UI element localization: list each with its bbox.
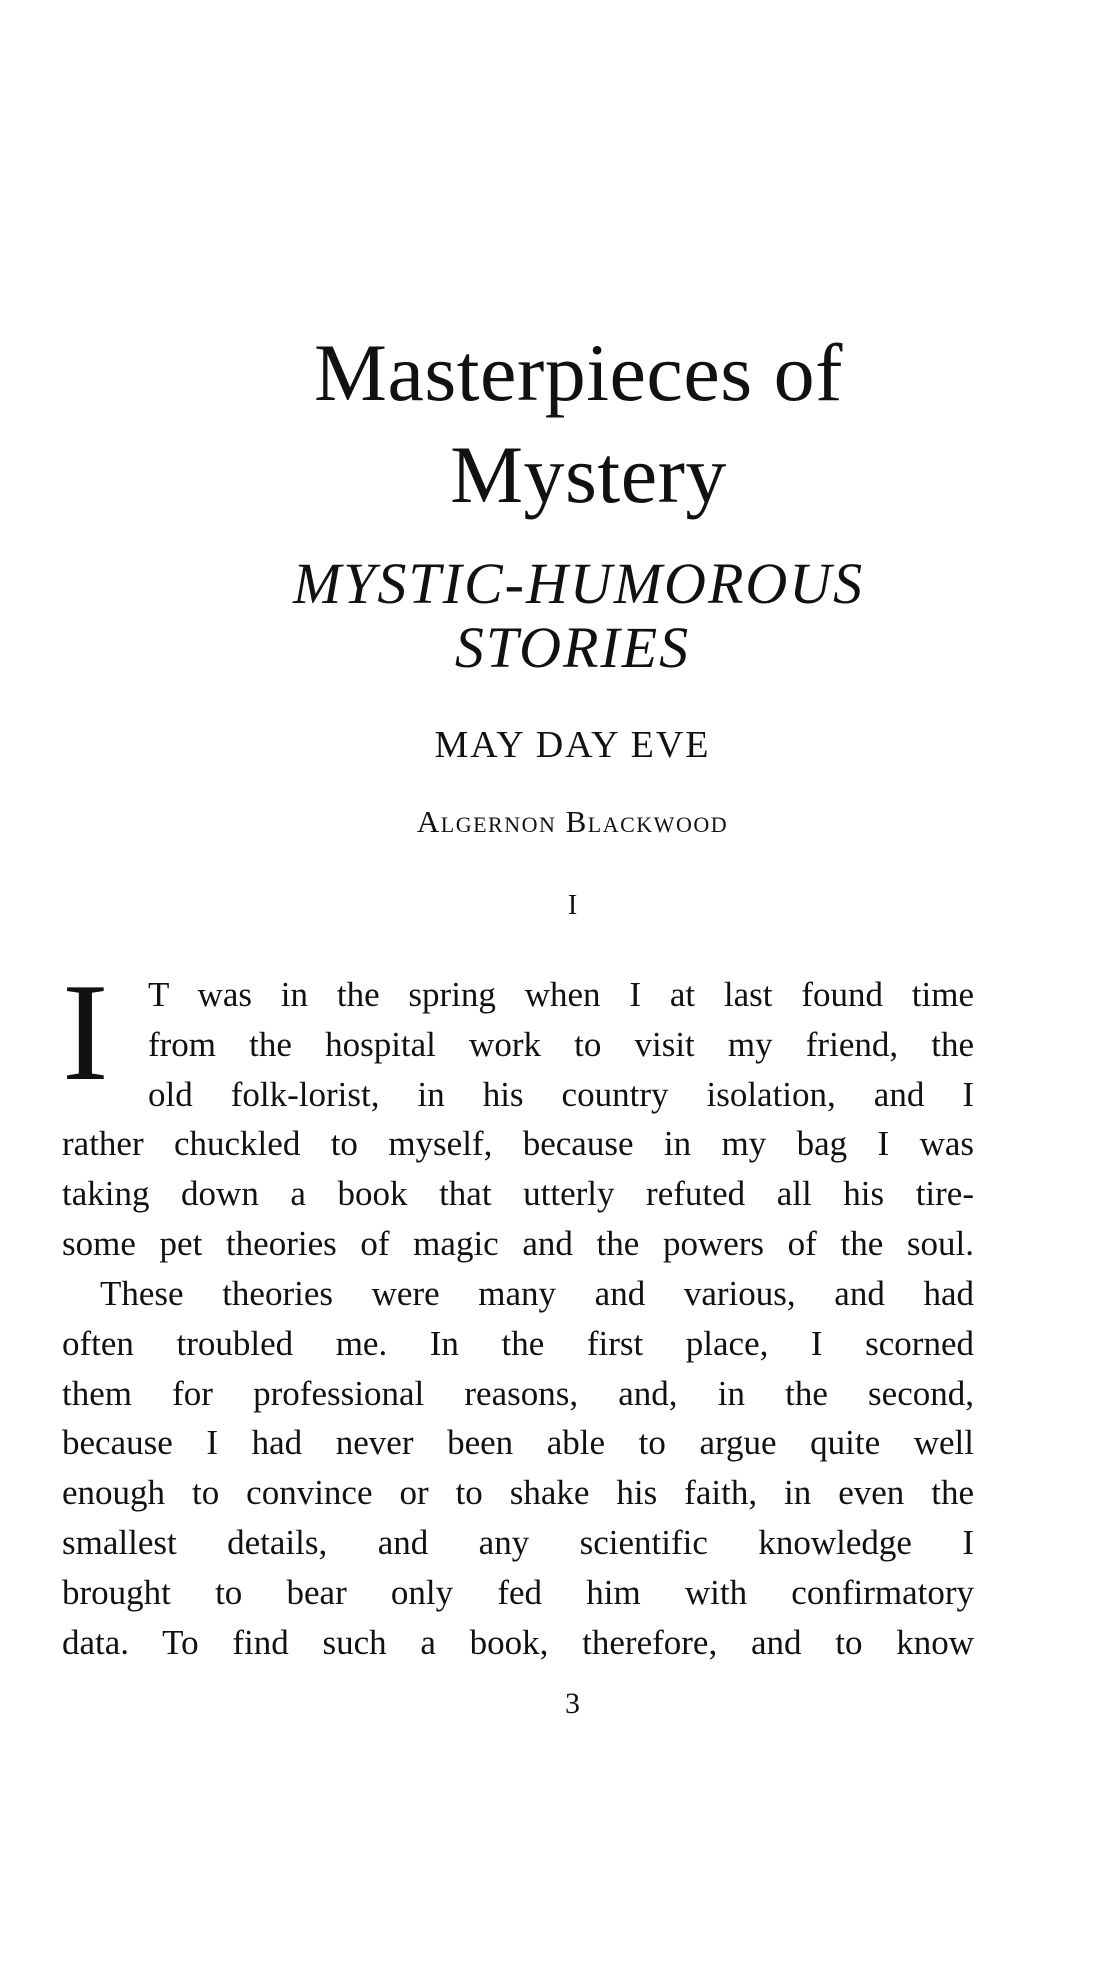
paragraph-1-continued (62, 1119, 974, 1268)
drop-cap: I (62, 955, 109, 1110)
text-line: because I had never been able to argue quite well (62, 1423, 974, 1463)
text-line: from the hospital work to visit my friend, the (148, 1024, 974, 1064)
text-line: rather chuckled to myself, because in my bag I was (62, 1124, 974, 1163)
text-line: enough to convince or to shake his faith, in even the (62, 1473, 974, 1513)
text-line: T was in the spring when I at last found time (148, 975, 974, 1014)
text-line: often troubled me. In the first place, I scorned (62, 1323, 974, 1363)
text-line: some pet theories of magic and the powers of the soul. (62, 1223, 974, 1263)
book-title-line-1: Masterpieces of (314, 327, 843, 418)
paragraph-2 (62, 1269, 974, 1667)
book-subtitle-line-2: STORIES (454, 615, 691, 680)
text-line: brought to bear only fed him with confirmatory (62, 1572, 974, 1612)
story-author: Algernon Blackwood (416, 804, 729, 839)
text-line: data. To find such a book, therefore, and to know (62, 1622, 974, 1662)
story-title: MAY DAY EVE (434, 724, 711, 766)
book-subtitle-line-1: MYSTIC-HUMOROUS (292, 551, 865, 616)
text-line: old folk-lorist, in his country isolation, and I (148, 1074, 974, 1114)
paragraph-1-indented (148, 970, 974, 1119)
text-line: them for professional reasons, and, in the second, (62, 1373, 974, 1413)
text-line: These theories were many and various, and had (100, 1274, 974, 1313)
text-line: taking down a book that utterly refuted all his tire- (62, 1173, 974, 1213)
text-line: smallest details, and any scientific knowledge I (62, 1522, 974, 1562)
section-number: I (567, 890, 578, 921)
page-number: 3 (565, 1687, 580, 1720)
book-title-line-2: Mystery (450, 429, 727, 520)
